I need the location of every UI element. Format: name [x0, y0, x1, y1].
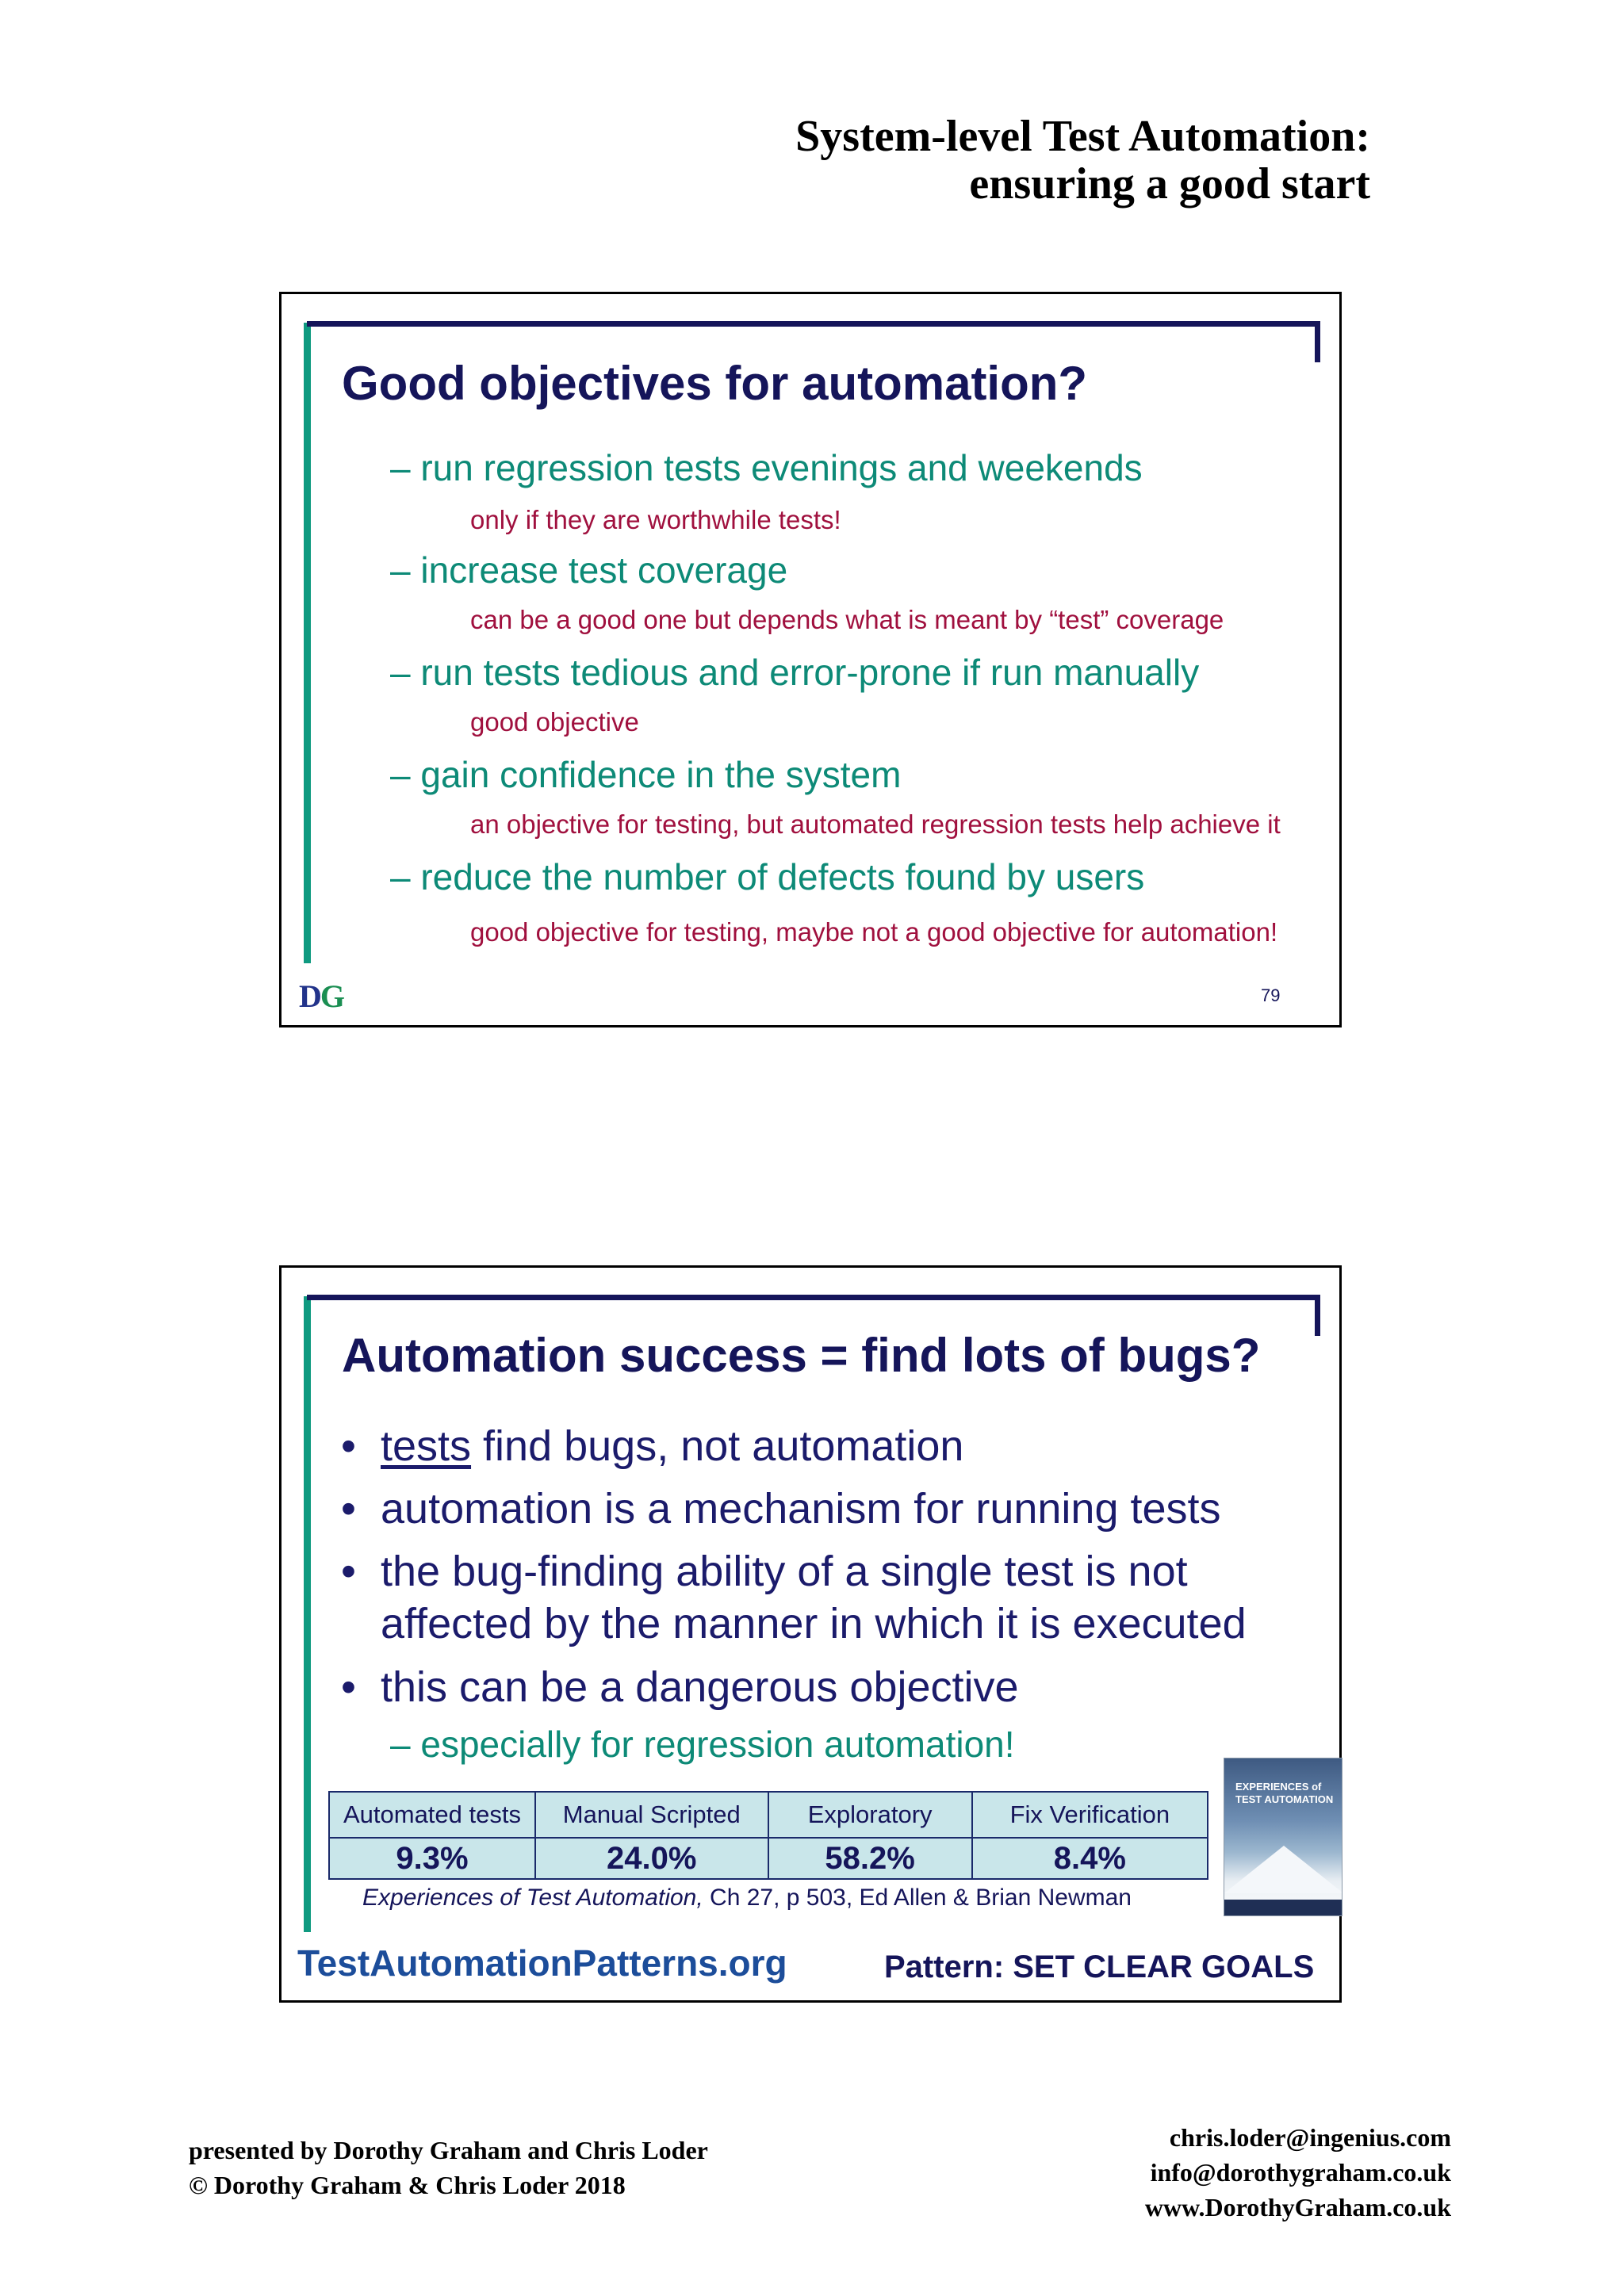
book-cover-title-line-2: TEST AUTOMATION — [1235, 1793, 1334, 1805]
slide-accent-bar-horizontal — [307, 321, 1320, 327]
objective-point: – reduce the number of defects found by users — [390, 856, 1145, 897]
table-header-row — [329, 1792, 1208, 1838]
slide-good-objectives — [279, 292, 1342, 1027]
citation — [362, 1885, 1132, 1911]
bullet-text-line-2: affected by the manner in which it is executed — [381, 1600, 1247, 1647]
slide-title: Good objectives for automation? — [342, 357, 1088, 410]
table-value-cell: 8.4% — [972, 1838, 1208, 1879]
book-cover-image — [1224, 1758, 1342, 1916]
table-header-cell: Automated tests — [329, 1792, 535, 1838]
contact-email-2: info@dorothygraham.co.uk — [1150, 2158, 1451, 2187]
bullet-text: automation is a mechanism for running tests — [381, 1485, 1221, 1533]
sub-point: – especially for regression automation! — [390, 1724, 1015, 1765]
objective-point: – increase test coverage — [390, 549, 788, 591]
objective-note: only if they are worthwhile tests! — [470, 505, 841, 534]
bullet-symbol: • — [341, 1663, 356, 1711]
dg-logo — [299, 978, 343, 1015]
table-value-row — [329, 1838, 1208, 1879]
book-cover-title — [1235, 1781, 1333, 1806]
table-value-cell: 9.3% — [329, 1838, 535, 1879]
bullet-text-line-1: the bug-finding ability of a single test is not — [381, 1548, 1188, 1595]
slide-page-number: 79 — [1261, 985, 1281, 1005]
dg-logo-d: D — [299, 978, 320, 1014]
bullet-symbol: • — [341, 1422, 356, 1470]
objective-note: good objective — [470, 707, 639, 737]
slide-accent-bar-horizontal — [307, 1295, 1320, 1300]
table-value-cell: 24.0% — [535, 1838, 768, 1879]
patterns-site-link: TestAutomationPatterns.org — [297, 1942, 787, 1984]
presenter-credits — [189, 2133, 708, 2202]
underlined-word: tests — [381, 1422, 472, 1470]
contact-website: www.DorothyGraham.co.uk — [1144, 2193, 1451, 2221]
document-title-line-1: System-level Test Automation: — [795, 112, 1370, 161]
slide-accent-bar-vertical — [304, 1296, 311, 1932]
contact-email-1: chris.loder@ingenius.com — [1169, 2123, 1451, 2152]
book-cover-mountain — [1224, 1846, 1342, 1893]
pattern-label: Pattern: SET CLEAR GOALS — [884, 1950, 1315, 1984]
slide-title: Automation success = find lots of bugs? — [342, 1329, 1261, 1382]
table-value-cell: 58.2% — [768, 1838, 972, 1879]
objective-note: good objective for testing, maybe not a good objective for automation! — [470, 917, 1278, 947]
slide-accent-bar-corner — [1315, 321, 1320, 362]
document-title — [795, 113, 1370, 208]
bullet-symbol: • — [341, 1485, 356, 1533]
objective-point: – run tests tedious and error-prone if run manually — [390, 652, 1200, 693]
contact-info — [1145, 2120, 1451, 2225]
objective-point: – gain confidence in the system — [390, 754, 902, 795]
book-cover-title-line-1: EXPERIENCES of — [1235, 1781, 1322, 1793]
copyright-line: © Dorothy Graham & Chris Loder 2018 — [189, 2171, 626, 2199]
slide-accent-bar-corner — [1315, 1295, 1320, 1336]
table-header-cell: Fix Verification — [972, 1792, 1208, 1838]
dg-logo-g: G — [320, 978, 344, 1014]
bullet-text: find bugs, not automation — [471, 1422, 964, 1470]
book-cover-author-strip — [1224, 1900, 1342, 1915]
bullet-text: this can be a dangerous objective — [381, 1663, 1019, 1711]
citation-details: Ch 27, p 503, Ed Allen & Brian Newman — [703, 1885, 1132, 1911]
slide-automation-success — [279, 1265, 1342, 2003]
objective-point: – run regression tests evenings and weekends — [390, 447, 1143, 488]
presenter-line: presented by Dorothy Graham and Chris Loder — [189, 2136, 708, 2164]
document-title-line-2: ensuring a good start — [969, 159, 1370, 209]
slide-accent-bar-vertical — [304, 323, 311, 963]
table-header-cell: Exploratory — [768, 1792, 972, 1838]
citation-book-title: Experiences of Test Automation, — [362, 1885, 703, 1911]
bullet-symbol: • — [341, 1548, 356, 1595]
objective-note: can be a good one but depends what is meant by “test” coverage — [470, 605, 1224, 634]
test-type-stats-table — [328, 1791, 1208, 1880]
table-header-cell: Manual Scripted — [535, 1792, 768, 1838]
objective-note: an objective for testing, but automated regression tests help achieve it — [470, 809, 1281, 839]
